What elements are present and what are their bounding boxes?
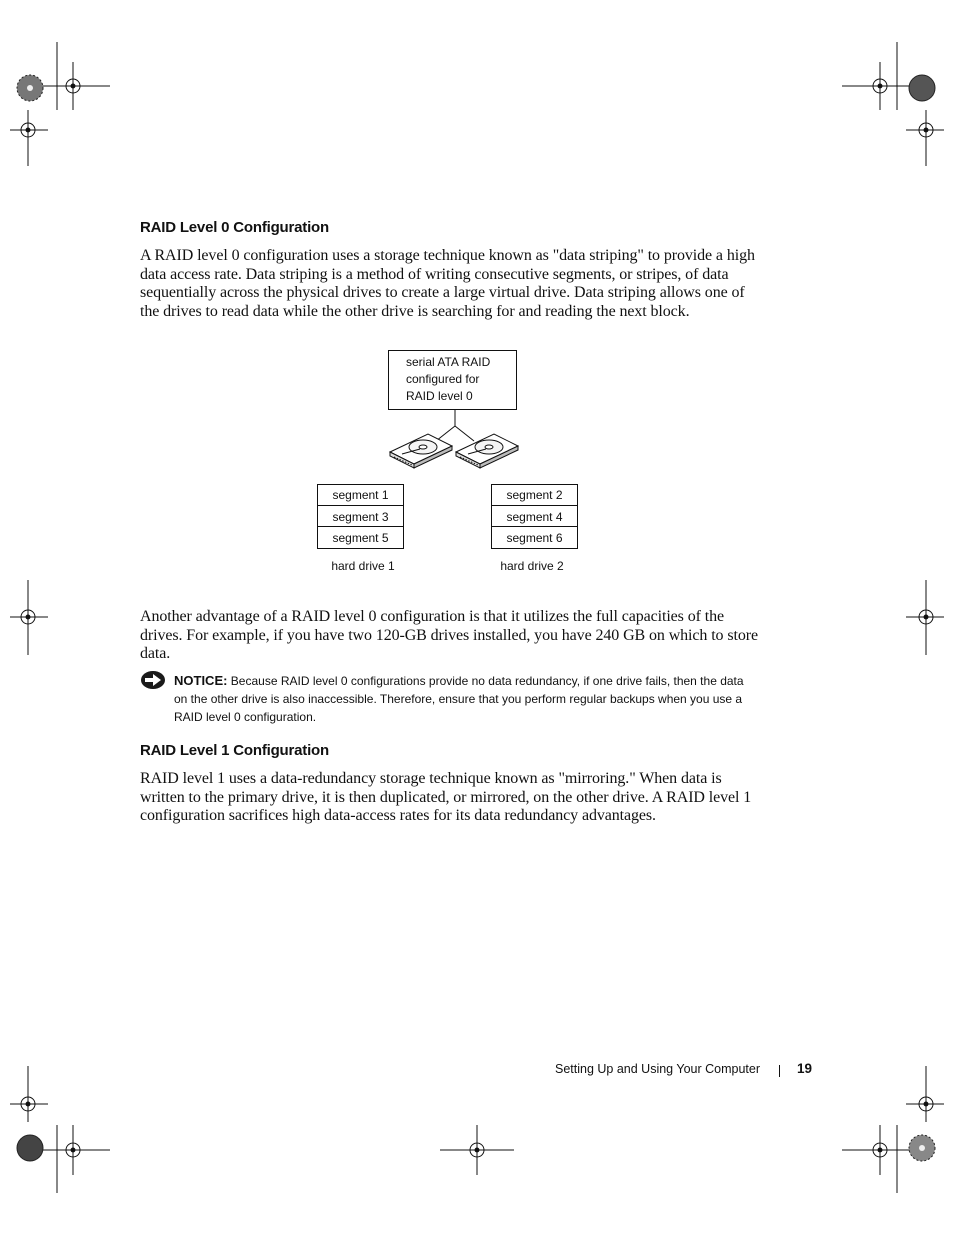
- controller-connectors: [436, 410, 474, 441]
- segment-cell: segment 3: [332, 510, 389, 524]
- footer-separator: [779, 1065, 780, 1077]
- footer-chapter-title: Setting Up and Using Your Computer: [555, 1062, 760, 1076]
- hard-drive-2-icon: [456, 434, 518, 468]
- notice-text: Because RAID level 0 configurations provide no data redundancy, if one drive fails, then the data on the other drive is also inaccessible. Therefore, ensure that you perform regular backups when you use a RAID level 0 configuration.: [174, 674, 744, 724]
- notice-arrow-icon: [140, 670, 166, 690]
- segment-cell: segment 4: [506, 510, 563, 524]
- hard-drive-1-icon: [390, 434, 452, 468]
- segment-cell: segment 6: [506, 531, 563, 545]
- drive-1-segment-table: [318, 485, 404, 549]
- segment-cell: segment 5: [332, 531, 389, 545]
- section-heading-raid-0: RAID Level 0 Configuration: [140, 219, 329, 236]
- segment-cell: segment 1: [332, 488, 389, 502]
- raid-box-line: serial ATA RAID: [406, 355, 491, 369]
- notice-label: NOTICE:: [174, 673, 228, 688]
- raid-0-paragraph: A RAID level 0 configuration uses a storage technique known as "data striping" to provide a high data access rate. Data striping is a method of writing consecutive segments, or stripes, of data sequentially across the physical drives to create a large virtual drive. Data striping allows one of the drives to read data while the other drive is searching for and reading the next block.: [140, 247, 755, 320]
- raid-0-advantage-paragraph: Another advantage of a RAID level 0 configuration is that it utilizes the full capacities of the drives. For example, if you have two 120-GB drives installed, you have 240 GB on which to store data.: [140, 608, 758, 663]
- raid-1-paragraph: RAID level 1 uses a data-redundancy storage technique known as "mirroring." When data is written to the primary drive, it is then duplicated, or mirrored, on the other drive. A RAID level 1 configuration sacrifices high data-access rates for its data redundancy advantages.: [140, 770, 752, 825]
- raid-box-line: RAID level 0: [406, 389, 473, 403]
- section-heading-raid-1: RAID Level 1 Configuration: [140, 742, 329, 759]
- raid-box-line: configured for: [406, 372, 480, 386]
- page-number: 19: [797, 1061, 813, 1076]
- segment-cell: segment 2: [506, 488, 563, 502]
- drive-2-segment-table: [492, 485, 578, 549]
- drive-2-label: hard drive 2: [500, 559, 564, 573]
- drive-1-label: hard drive 1: [331, 559, 395, 573]
